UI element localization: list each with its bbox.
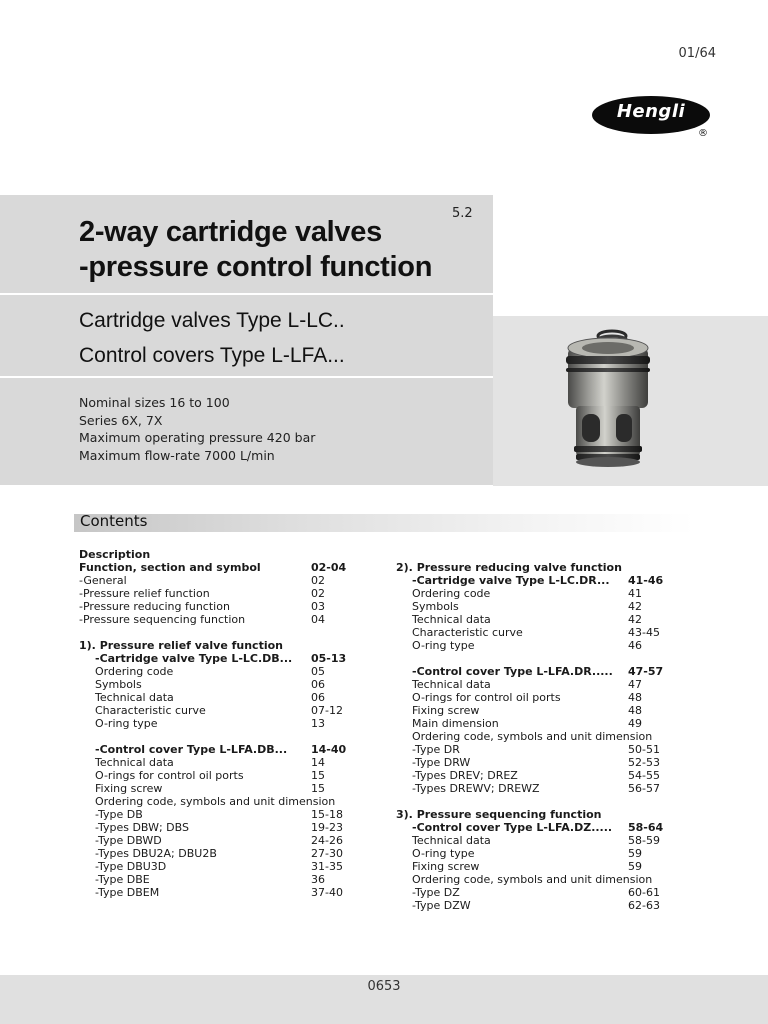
toc-entry-page: 41-46 bbox=[628, 574, 664, 587]
toc-entry-page: 14 bbox=[311, 756, 325, 769]
spec-list bbox=[79, 394, 315, 464]
toc-entry-page: 42 bbox=[628, 600, 642, 613]
hengli-logo bbox=[592, 96, 712, 140]
toc-entry-label: O-ring type bbox=[412, 639, 475, 652]
toc-entry-label: Fixing screw bbox=[412, 860, 480, 873]
toc-entry-label: Technical data bbox=[412, 834, 491, 847]
cartridge-valve-photo bbox=[550, 326, 660, 471]
toc-entry[interactable] bbox=[396, 717, 660, 730]
spec-item: Series 6X, 7X bbox=[79, 412, 163, 428]
toc-entry-page: 59 bbox=[628, 847, 642, 860]
toc-entry-label: -Type DBE bbox=[95, 873, 150, 886]
toc-entry-label: -General bbox=[79, 574, 127, 587]
toc-entry[interactable] bbox=[396, 691, 660, 704]
toc-entry-label: -Type DBWD bbox=[95, 834, 162, 847]
toc-entry-page: 15 bbox=[311, 769, 325, 782]
toc-entry[interactable] bbox=[396, 561, 660, 574]
toc-entry-page: 43-45 bbox=[628, 626, 660, 639]
toc-entry[interactable] bbox=[79, 639, 343, 652]
toc-entry-page: 60-61 bbox=[628, 886, 660, 899]
toc-entry-page: 36 bbox=[311, 873, 325, 886]
toc-entry-label: -Type DZ bbox=[412, 886, 460, 899]
section-number: 5.2 bbox=[452, 206, 473, 221]
toc-entry-label: Symbols bbox=[412, 600, 459, 613]
toc-entry[interactable] bbox=[79, 834, 343, 847]
toc-entry[interactable] bbox=[79, 652, 347, 665]
toc-entry[interactable] bbox=[79, 743, 347, 756]
toc-entry-page: 15 bbox=[311, 782, 325, 795]
toc-entry-label: 3). Pressure sequencing function bbox=[396, 808, 602, 821]
toc-entry[interactable] bbox=[396, 600, 660, 613]
toc-entry[interactable] bbox=[79, 574, 343, 587]
toc-entry-page: 27-30 bbox=[311, 847, 343, 860]
toc-entry[interactable] bbox=[396, 743, 660, 756]
toc-entry-page: 19-23 bbox=[311, 821, 343, 834]
toc-entry[interactable] bbox=[79, 808, 343, 821]
toc-entry-page: 62-63 bbox=[628, 899, 660, 912]
toc-entry[interactable] bbox=[396, 769, 660, 782]
toc-entry[interactable] bbox=[79, 873, 343, 886]
toc-entry[interactable] bbox=[79, 756, 343, 769]
subtitle-line-2: Control covers Type L-LFA... bbox=[79, 344, 345, 367]
spec-item: Maximum operating pressure 420 bar bbox=[79, 430, 316, 445]
toc-right-column bbox=[396, 561, 664, 912]
toc-entry[interactable] bbox=[79, 769, 343, 782]
toc-entry[interactable] bbox=[396, 613, 660, 626]
toc-entry-label: O-rings for control oil ports bbox=[95, 769, 244, 782]
toc-entry[interactable] bbox=[79, 665, 343, 678]
toc-entry[interactable] bbox=[396, 873, 660, 886]
toc-entry[interactable] bbox=[79, 548, 343, 561]
toc-entry-label: Ordering code bbox=[95, 665, 174, 678]
registered-mark: ® bbox=[698, 128, 708, 139]
toc-entry[interactable] bbox=[79, 600, 343, 613]
subtitle-line-1: Cartridge valves Type L-LC.. bbox=[79, 309, 345, 332]
toc-entry[interactable] bbox=[396, 639, 660, 652]
toc-entry[interactable] bbox=[396, 626, 660, 639]
toc-entry-label: -Types DBU2A; DBU2B bbox=[95, 847, 217, 860]
toc-entry[interactable] bbox=[396, 756, 660, 769]
toc-entry-page: 48 bbox=[628, 704, 642, 717]
toc-entry-label: -Pressure reducing function bbox=[79, 600, 230, 613]
toc-entry-page: 15-18 bbox=[311, 808, 343, 821]
toc-entry-page: 49 bbox=[628, 717, 642, 730]
toc-entry-label: Characteristic curve bbox=[95, 704, 206, 717]
toc-entry-label: Ordering code, symbols and unit dimension bbox=[412, 730, 653, 743]
page-subtitle bbox=[79, 303, 345, 373]
toc-entry-page: 54-55 bbox=[628, 769, 660, 782]
toc-entry[interactable] bbox=[396, 665, 664, 678]
title-line-1: 2-way cartridge valves bbox=[79, 216, 382, 248]
toc-entry-label: O-rings for control oil ports bbox=[412, 691, 561, 704]
toc-entry-label: -Type DBEM bbox=[95, 886, 160, 899]
toc-entry[interactable] bbox=[396, 704, 660, 717]
toc-entry[interactable] bbox=[79, 561, 347, 574]
toc-entry-label: Description bbox=[79, 548, 151, 561]
toc-entry-label: Main dimension bbox=[412, 717, 499, 730]
toc-entry-label: -Control cover Type L-LFA.DB... bbox=[95, 743, 288, 756]
toc-entry-page: 41 bbox=[628, 587, 642, 600]
toc-entry-page: 47-57 bbox=[628, 665, 664, 678]
toc-entry-page: 58-64 bbox=[628, 821, 664, 834]
spec-item: Maximum flow-rate 7000 L/min bbox=[79, 447, 275, 463]
toc-entry-label: -Type DBU3D bbox=[95, 860, 167, 873]
toc-entry-label: Technical data bbox=[95, 756, 174, 769]
toc-entry-label: Technical data bbox=[412, 678, 491, 691]
toc-entry-label: Technical data bbox=[412, 613, 491, 626]
toc-entry-label: 1). Pressure relief valve function bbox=[79, 639, 283, 652]
toc-entry-page: 47 bbox=[628, 678, 642, 691]
toc-entry[interactable] bbox=[396, 886, 660, 899]
footer-page-code: 0653 bbox=[367, 979, 401, 994]
toc-entry-page: 13 bbox=[311, 717, 325, 730]
contents-heading: Contents bbox=[80, 512, 148, 530]
toc-entry-label: Ordering code bbox=[412, 587, 491, 600]
toc-entry[interactable] bbox=[396, 899, 660, 912]
toc-entry[interactable] bbox=[79, 821, 343, 834]
toc-entry-label: -Type DRW bbox=[412, 756, 471, 769]
toc-entry[interactable] bbox=[396, 730, 660, 743]
page-title bbox=[79, 215, 432, 285]
toc-entry-label: -Type DB bbox=[95, 808, 143, 821]
toc-entry-label: -Types DBW; DBS bbox=[95, 821, 189, 834]
toc-entry-page: 03 bbox=[311, 600, 325, 613]
toc-entry-label: Characteristic curve bbox=[412, 626, 523, 639]
toc-entry[interactable] bbox=[396, 574, 664, 587]
toc-entry-label: -Types DREV; DREZ bbox=[412, 769, 518, 782]
logo-wordmark: Hengli bbox=[616, 101, 686, 122]
toc-entry-label: Ordering code, symbols and unit dimension bbox=[95, 795, 336, 808]
toc-left-column bbox=[79, 548, 347, 899]
toc-entry-label: -Pressure relief function bbox=[79, 587, 210, 600]
toc-spacer bbox=[79, 626, 343, 639]
toc-entry-label: Ordering code, symbols and unit dimension bbox=[412, 873, 653, 886]
toc-entry-label: -Pressure sequencing function bbox=[79, 613, 246, 626]
toc-entry-page: 04 bbox=[311, 613, 325, 626]
toc-spacer bbox=[396, 795, 660, 808]
toc-entry-page: 07-12 bbox=[311, 704, 343, 717]
toc-entry-page: 02 bbox=[311, 587, 325, 600]
toc-entry-page: 37-40 bbox=[311, 886, 343, 899]
toc-entry-label: -Cartridge valve Type L-LC.DR... bbox=[412, 574, 610, 587]
title-line-2: -pressure control function bbox=[79, 251, 433, 283]
toc-entry-page: 52-53 bbox=[628, 756, 660, 769]
toc-entry-page: 46 bbox=[628, 639, 642, 652]
toc-entry-page: 31-35 bbox=[311, 860, 343, 873]
toc-entry[interactable] bbox=[79, 613, 343, 626]
toc-entry[interactable] bbox=[79, 717, 343, 730]
toc-entry-page: 05-13 bbox=[311, 652, 347, 665]
toc-entry-label: Fixing screw bbox=[95, 782, 163, 795]
toc-entry[interactable] bbox=[79, 782, 343, 795]
toc-entry[interactable] bbox=[396, 678, 660, 691]
toc-entry[interactable] bbox=[396, 847, 660, 860]
toc-entry[interactable] bbox=[79, 795, 343, 808]
toc-entry-label: -Types DREWV; DREWZ bbox=[412, 782, 540, 795]
toc-entry-label: 2). Pressure reducing valve function bbox=[396, 561, 622, 574]
toc-entry-label: -Control cover Type L-LFA.DR..... bbox=[412, 665, 613, 678]
toc-entry[interactable] bbox=[79, 678, 343, 691]
toc-entry-page: 05 bbox=[311, 665, 325, 678]
toc-entry[interactable] bbox=[396, 821, 664, 834]
toc-entry[interactable] bbox=[79, 704, 343, 717]
toc-entry-page: 02-04 bbox=[311, 561, 347, 574]
toc-entry-page: 14-40 bbox=[311, 743, 347, 756]
toc-entry-label: -Type DR bbox=[412, 743, 460, 756]
toc-entry-page: 02 bbox=[311, 574, 325, 587]
toc-entry-label: Symbols bbox=[95, 678, 142, 691]
toc-entry[interactable] bbox=[79, 860, 343, 873]
spec-item: Nominal sizes 16 to 100 bbox=[79, 395, 230, 410]
toc-entry-page: 56-57 bbox=[628, 782, 660, 795]
toc-entry-page: 06 bbox=[311, 691, 325, 704]
toc-entry-label: O-ring type bbox=[412, 847, 475, 860]
toc-entry-label: -Type DZW bbox=[412, 899, 471, 912]
toc-entry[interactable] bbox=[79, 691, 343, 704]
toc-entry[interactable] bbox=[79, 847, 343, 860]
toc-entry-label: Fixing screw bbox=[412, 704, 480, 717]
toc-spacer bbox=[396, 652, 660, 665]
toc-entry[interactable] bbox=[396, 834, 660, 847]
toc-entry-label: Function, section and symbol bbox=[79, 561, 261, 574]
toc-entry[interactable] bbox=[79, 886, 343, 899]
toc-entry-page: 59 bbox=[628, 860, 642, 873]
page-number: 01/64 bbox=[678, 46, 716, 61]
toc-spacer bbox=[79, 730, 343, 743]
toc-entry-label: -Cartridge valve Type L-LC.DB... bbox=[95, 652, 293, 665]
toc-entry[interactable] bbox=[396, 808, 660, 821]
toc-entry-page: 06 bbox=[311, 678, 325, 691]
toc-entry[interactable] bbox=[396, 860, 660, 873]
toc-entry-page: 42 bbox=[628, 613, 642, 626]
toc-entry-page: 50-51 bbox=[628, 743, 660, 756]
toc-entry-label: -Control cover Type L-LFA.DZ..... bbox=[412, 821, 613, 834]
toc-entry[interactable] bbox=[396, 782, 660, 795]
toc-entry-page: 24-26 bbox=[311, 834, 343, 847]
toc-entry-page: 58-59 bbox=[628, 834, 660, 847]
toc-entry[interactable] bbox=[79, 587, 343, 600]
toc-entry[interactable] bbox=[396, 587, 660, 600]
toc-entry-label: O-ring type bbox=[95, 717, 158, 730]
toc-entry-label: Technical data bbox=[95, 691, 174, 704]
toc-entry-page: 48 bbox=[628, 691, 642, 704]
contents-header-bar bbox=[74, 514, 694, 532]
